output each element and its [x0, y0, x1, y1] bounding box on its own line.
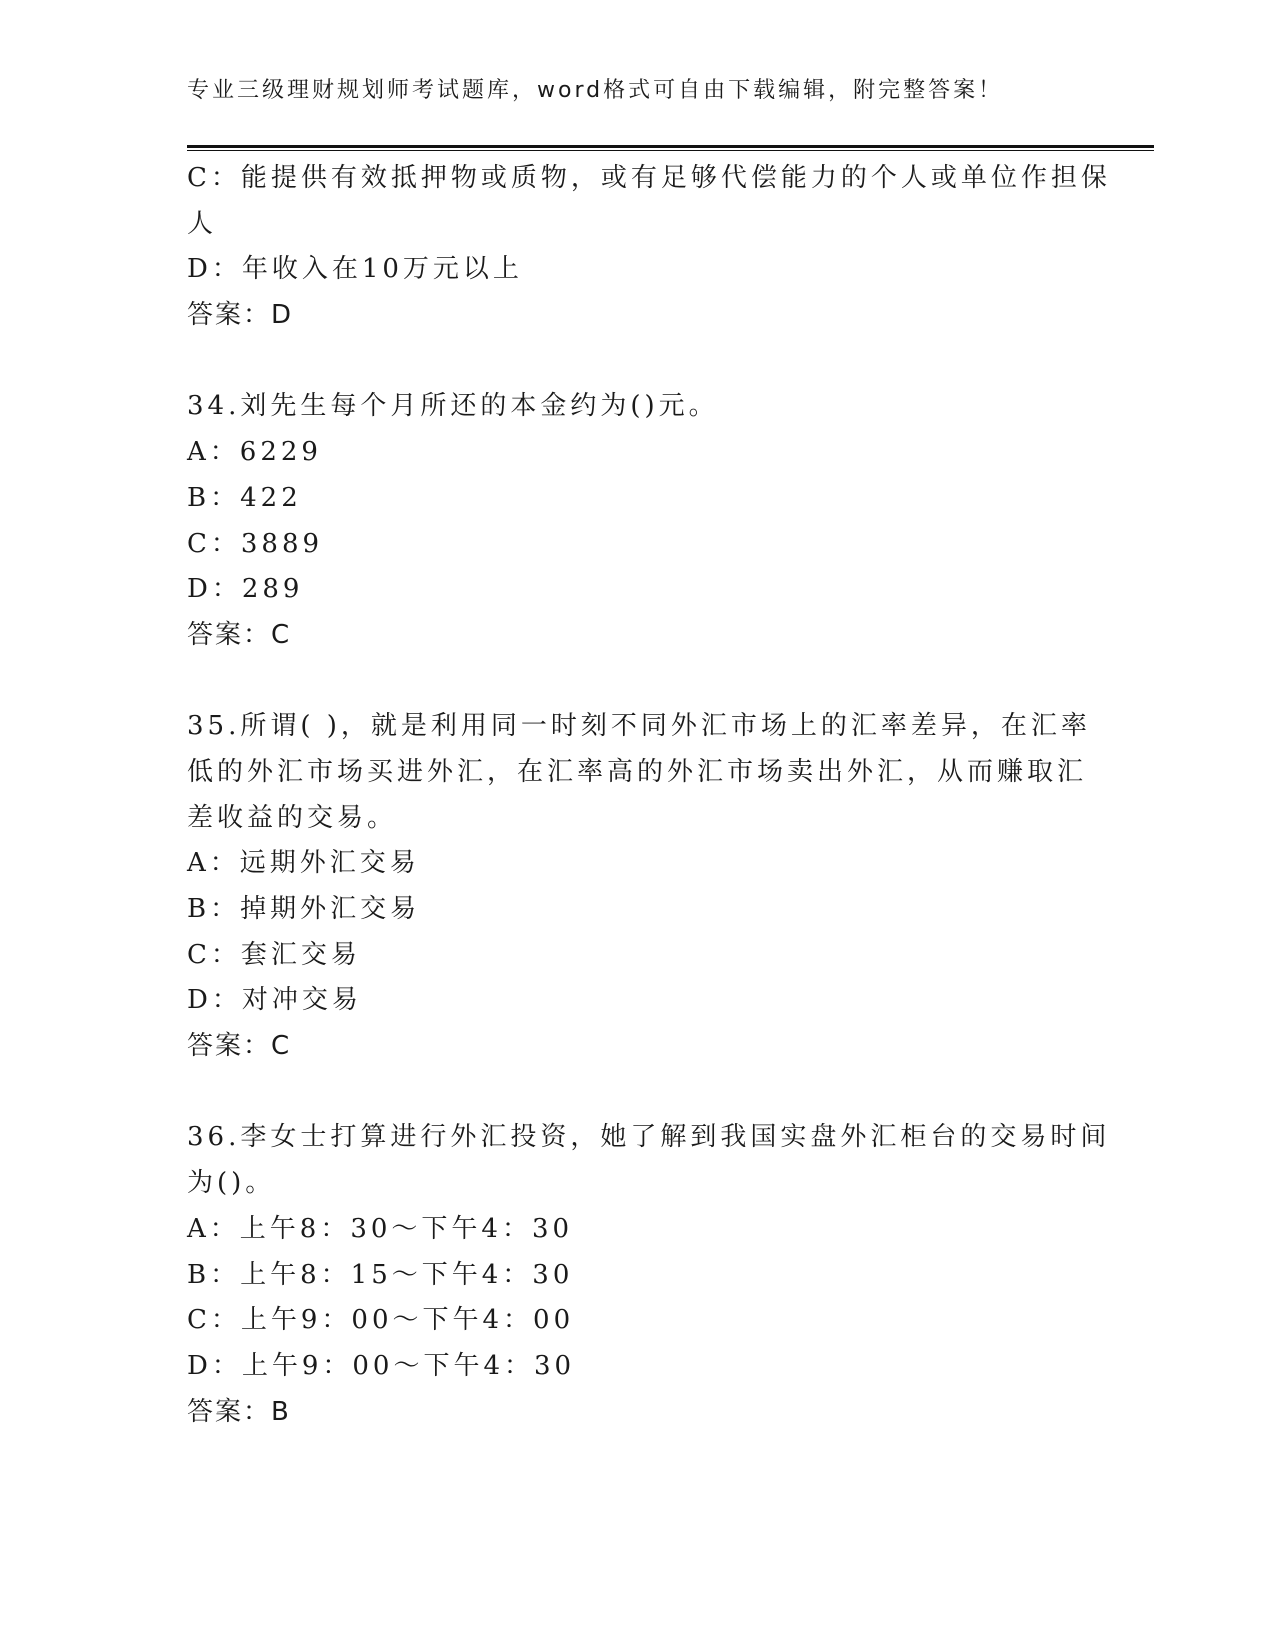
spacer — [187, 339, 1087, 385]
option-c: C：上午9：00～下午4：00 — [187, 1305, 575, 1336]
option-b: B：掉期外汇交易 — [187, 894, 421, 924]
answer-line: 答案：B — [187, 1396, 291, 1427]
option-line: 人 — [187, 208, 218, 239]
question-stem: 36.李女士打算进行外汇投资，她了解到我国实盘外汇柜台的交易时间 — [187, 1122, 1111, 1153]
option-d: D：上午9：00～下午4：30 — [187, 1350, 576, 1381]
option-a: A：上午8：30～下午4：30 — [187, 1213, 574, 1244]
question-stem: 低的外汇市场买进外汇，在汇率高的外汇市场卖出外汇，从而赚取汇 — [187, 756, 1088, 787]
option-line: D：年收入在10万元以上 — [187, 254, 523, 285]
option-c: C：套汇交易 — [187, 939, 361, 970]
option-d: D：289 — [187, 574, 304, 605]
question-content — [187, 156, 1111, 1435]
spacer — [187, 659, 1087, 705]
option-d: D：对冲交易 — [187, 985, 362, 1016]
option-b: B：上午8：15～下午4：30 — [187, 1259, 574, 1290]
spacer — [187, 1070, 1087, 1116]
question-stem: 35.所谓( )，就是利用同一时刻不同外汇市场上的汇率差异，在汇率 — [187, 711, 1091, 742]
answer-line: 答案：D — [187, 300, 294, 331]
prev-question-block — [187, 156, 1111, 339]
page-header: 专业三级理财规划师考试题库，word格式可自由下载编辑，附完整答案！ — [187, 78, 1004, 103]
option-b: B：422 — [187, 482, 302, 513]
question-stem: 差收益的交易。 — [187, 802, 398, 833]
question-stem: 为()。 — [187, 1168, 276, 1199]
option-a: A：6229 — [187, 437, 322, 468]
header-divider — [187, 145, 1154, 151]
question-35 — [187, 704, 1091, 1070]
question-36 — [187, 1115, 1111, 1435]
option-a: A：远期外汇交易 — [187, 848, 420, 879]
answer-line: 答案：C — [187, 1031, 292, 1062]
answer-line: 答案：C — [187, 619, 292, 650]
option-c: C：3889 — [187, 528, 324, 559]
question-stem: 34.刘先生每个月所还的本金约为()元。 — [187, 391, 719, 422]
question-34 — [187, 384, 1087, 658]
option-line: C：能提供有效抵押物或质物，或有足够代偿能力的个人或单位作担保 — [187, 163, 1111, 193]
